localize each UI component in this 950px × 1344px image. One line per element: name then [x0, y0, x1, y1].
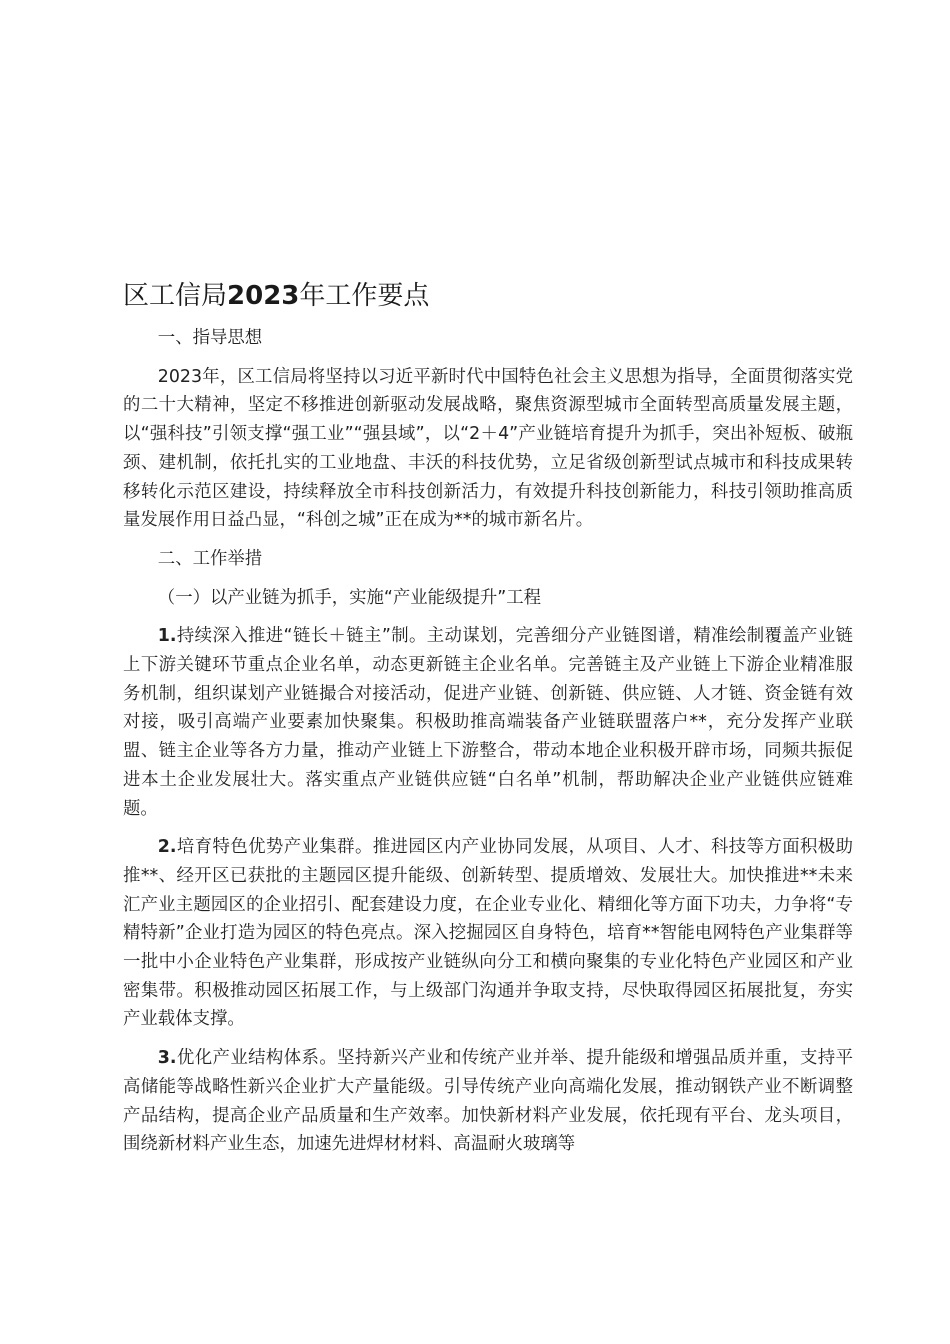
document-title — [123, 276, 853, 316]
title-year: 2023 — [227, 281, 300, 311]
subsection-1-heading: （一）以产业链为抓手，实施“产业能级提升”工程 — [157, 587, 542, 608]
item-1-paragraph — [123, 622, 853, 823]
document-page — [123, 276, 853, 1169]
item-3-number: 3. — [157, 1048, 177, 1069]
item-2-paragraph — [123, 833, 853, 1034]
title-prefix: 区工信局 — [123, 281, 228, 311]
section-1-heading: 一、指导思想 — [157, 328, 263, 348]
title-suffix: 年工作要点 — [299, 281, 430, 311]
item-1-number: 1. — [157, 626, 177, 647]
item-1-text: 持续深入推进“链长＋链主”制。主动谋划，完善细分产业链图谱，精准绘制覆盖产业链上下游关键环节重点企业名单，动态更新链主企业名单。完善链主及产业链上下游企业精准服务机制，组织谋划产业链撮合对接活动，促进产业链、创新链、供应链、人才链、资金链有效对接，吸引高端产业要素加快聚集。积极助推高端装备产业链联盟落户**，充分发挥产业联盟、链主企业等各方力量，推动产业链上下游整合，带动本地企业积极开辟市场，同频共振促进本土企业发展壮大。落实重点产业链供应链“白名单”机制，帮助解决企业产业链供应链难题。 — [123, 626, 853, 819]
item-3-text: 优化产业结构体系。坚持新兴产业和传统产业并举、提升能级和增强品质并重，支持平高储能等战略性新兴企业扩大产量能级。引导传统产业向高端化发展，推动钢铁产业不断调整产品结构，提高企业产品质量和生产效率。加快新材料产业发展，依托现有平台、龙头项目，围绕新材料产业生态，加速先进焊材材料、高温耐火玻璃等 — [123, 1048, 853, 1155]
section-2-heading: 二、工作举措 — [157, 548, 263, 569]
section-1-body: 2023年，区工信局将坚持以习近平新时代中国特色社会主义思想为指导，全面贯彻落实党的二十大精神，坚定不移推进创新驱动发展战略，聚焦资源型城市全面转型高质量发展主题，以“强科技”引领支撑“强工业”“强县域”，以“2＋4”产业链培育提升为抓手，突出补短板、破瓶颈、建机制，依托扎实的工业地盘、丰沃的科技优势，立足省级创新型试点城市和科技成果转移转化示范区建设，持续释放全市科技创新活力，有效提升科技创新能力，科技引领助推高质量发展作用日益凸显，“科创之城”正在成为**的城市新名片。 — [123, 366, 853, 531]
item-2-text: 培育特色优势产业集群。推进园区内产业协同发展，从项目、人才、科技等方面积极助推**、经开区已获批的主题园区提升能级、创新转型、提质增效、发展壮大。加快推进**未来汇产业主题园区的企业招引、配套建设力度，在企业专业化、精细化等方面下功夫，力争将“专精特新”企业打造为园区的特色亮点。深入挖掘园区自身特色，培育**智能电网特色产业集群等一批中小企业特色产业集群，形成按产业链纵向分工和横向聚集的专业化特色产业园区和产业密集带。积极推动园区拓展工作，与上级部门沟通并争取支持，尽快取得园区拓展批复，夯实产业载体支撑。 — [123, 837, 853, 1030]
item-2-number: 2. — [157, 837, 177, 858]
item-3-paragraph — [123, 1044, 853, 1159]
